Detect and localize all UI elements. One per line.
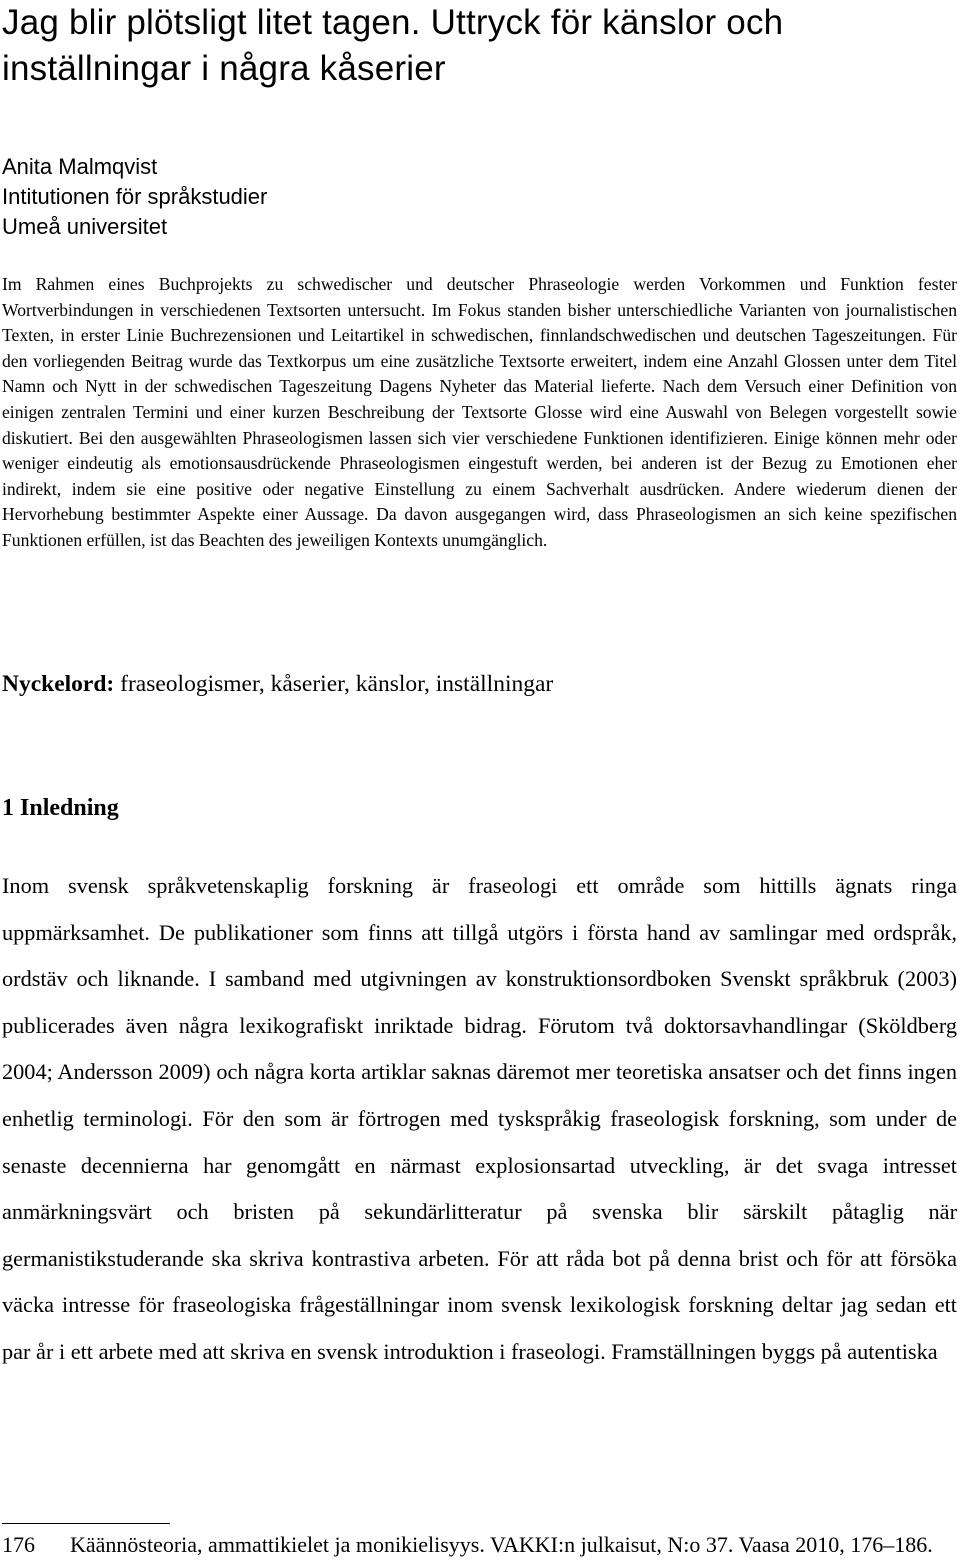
article-title-line-2: inställningar i några kåserier bbox=[2, 49, 446, 88]
author-block bbox=[2, 152, 267, 242]
keywords-value: fraseologismer, kåserier, känslor, inställningar bbox=[114, 671, 554, 697]
document-page bbox=[2, 0, 957, 1561]
footer-citation: Käännösteoria, ammattikielet ja monikielisyys. VAKKI:n julkaisut, N:o 37. Vaasa 2010, 176–186. bbox=[70, 1532, 933, 1557]
footer-divider bbox=[2, 1523, 170, 1524]
page-footer bbox=[2, 1530, 957, 1560]
author-name: Anita Malmqvist bbox=[2, 154, 158, 179]
body-paragraph: Inom svensk språkvetenskaplig forskning är fraseologi ett område som hittills ägnats ringa uppmärksamhet. De publikationer som finns att tillgå utgörs i första hand av samlingar med ordspråk, ordstäv och liknande. I samband med utgivningen av konstruktionsordboken Svenskt språkbruk (2003) publicerades även några lexikografiskt inriktade bidrag. Förutom två doktorsavhandlingar (Sköldberg 2004; Andersson 2009) och några korta artiklar saknas däremot mer teoretiska ansatser och det finns ingen enhetlig terminologi. För den som är förtrogen med tyskspråkig fraseologisk forskning, som under de senaste decennierna har genomgått en närmast explosionsartad utveckling, är det svaga intresset anmärkningsvärt och bristen på sekundärlitteratur på svenska blir särskilt påtaglig när germanistikstuderande ska skriva kontrastiva arbeten. För att råda bot på denna brist och för att försöka väcka intresse för fraseologiska frågeställningar inom svensk lexikologisk forskning deltar jag sedan ett par år i ett arbete med att skriva en svensk introduktion i fraseologi. Framställningen byggs på autentiska bbox=[2, 873, 957, 1364]
author-department: Intitutionen för språkstudier bbox=[2, 184, 268, 209]
keywords-line bbox=[2, 668, 553, 700]
article-title-line-1: Jag blir plötsligt litet tagen. Uttryck för känslor och bbox=[2, 3, 784, 42]
author-university: Umeå universitet bbox=[2, 214, 168, 239]
page-number: 176 bbox=[2, 1532, 35, 1557]
keywords-label: Nyckelord: bbox=[2, 671, 115, 697]
article-title bbox=[2, 0, 957, 92]
section-heading: 1 Inledning bbox=[2, 795, 119, 821]
abstract-paragraph: Im Rahmen eines Buchprojekts zu schwedischer und deutscher Phraseologie werden Vorkommen und Funktion fester Wortverbindungen in verschiedenen Textsorten untersucht. Im Fokus standen bisher unterschiedliche Varianten von journalistischen Texten, in erster Linie Buchrezensionen und Leitartikel in schwedischen, finnlandschwedischen und deutschen Tageszeitungen. Für den vorliegenden Beitrag wurde das Textkorpus um eine zusätzliche Textsorte erweitert, indem eine Anzahl Glossen unter dem Titel Namn och Nytt in der schwedischen Tageszeitung Dagens Nyheter das Material lieferte. Nach dem Versuch einer Definition von einigen zentralen Termini und einer kurzen Beschreibung der Textsorte Glosse wird eine Auswahl von Belegen vorgestellt sowie diskutiert. Bei den ausgewählten Phraseologismen lassen sich vier verschiedene Funktionen identifizieren. Einige können mehr oder weniger eindeutig als emotionsausdrückende Phraseologismen eingestuft werden, bei anderen ist der Bezug zu Emotionen eher indirekt, indem sie eine positive oder negative Einstellung zu einem Sachverhalt ausdrücken. Andere wiederum dienen der Hervorhebung bestimmter Aspekte einer Aussage. Da davon ausgegangen wird, dass Phraseologismen an sich keine spezifischen Funktionen erfüllen, ist das Beachten des jeweiligen Kontexts unumgänglich. bbox=[2, 274, 957, 550]
